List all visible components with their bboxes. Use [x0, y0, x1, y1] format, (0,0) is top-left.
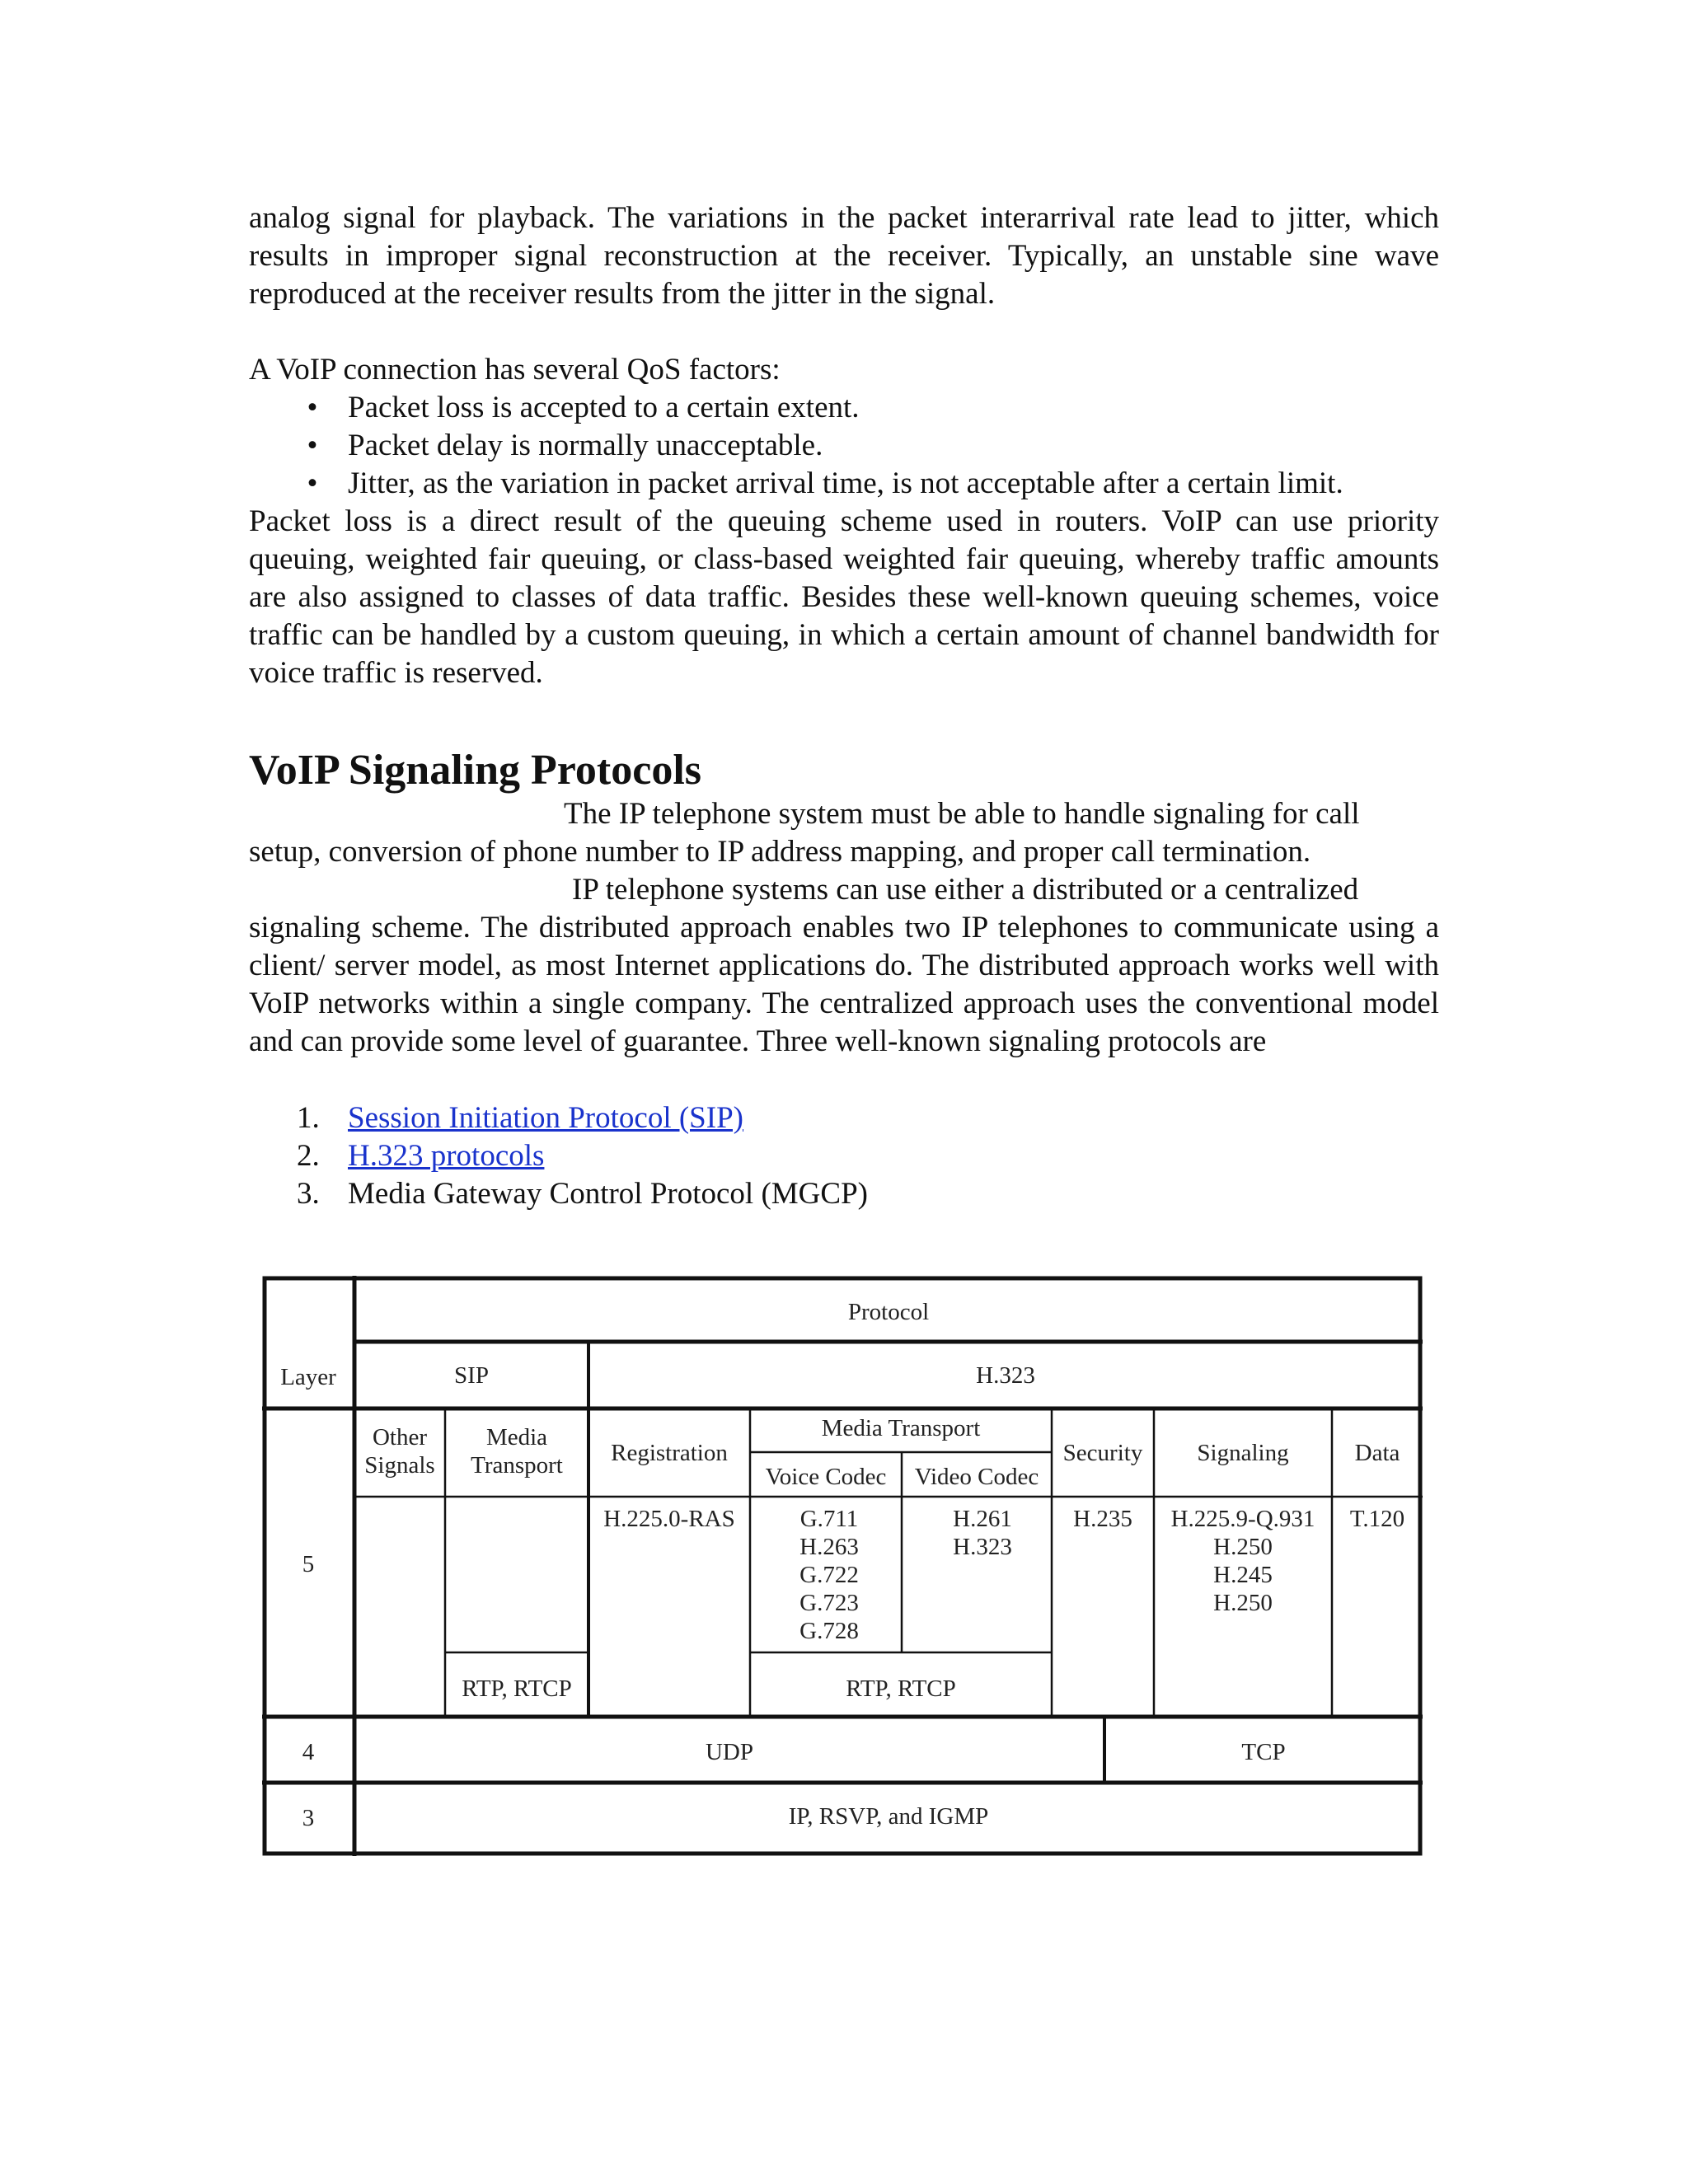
list-item [249, 1099, 868, 1137]
list-item [249, 427, 1439, 465]
layer-header: Layer [280, 1364, 336, 1390]
list-item [249, 389, 1439, 427]
ip-layer-cell: IP, RSVP, and IGMP [788, 1803, 989, 1830]
voice-codec-value: G.711 [799, 1506, 859, 1532]
protocol-stack-table [262, 1276, 1423, 1856]
list-item [249, 465, 1439, 503]
data-value: T.120 [1349, 1506, 1405, 1532]
sip-link[interactable]: Session Initiation Protocol (SIP) [348, 1101, 743, 1135]
list-number: 3. [297, 1177, 320, 1211]
layer-5-label: 5 [302, 1551, 315, 1577]
tcp-cell: TCP [1241, 1739, 1286, 1765]
udp-cell: UDP [705, 1739, 754, 1765]
signaling-value: H.225.9-Q.931 [1170, 1506, 1315, 1532]
video-codec-value: H.261 [953, 1506, 1012, 1532]
signaling-intro-line1: The IP telephone system must be able to handle signaling for call [564, 797, 1360, 831]
other-signals-header: Signals [364, 1452, 435, 1479]
registration-value: H.225.0-RAS [603, 1506, 735, 1532]
registration-header: Registration [611, 1440, 728, 1466]
layer-4-label: 4 [302, 1739, 315, 1765]
list-number: 1. [297, 1101, 320, 1135]
video-codec-value: H.323 [953, 1534, 1012, 1560]
list-item-text: Packet loss is accepted to a certain extent. [348, 391, 860, 424]
signaling-header: Signaling [1197, 1440, 1289, 1466]
signaling-value: H.250 [1213, 1534, 1273, 1560]
h323-link[interactable]: H.323 protocols [348, 1139, 545, 1173]
layer-3-label: 3 [302, 1805, 315, 1831]
voice-codec-value: G.728 [799, 1618, 859, 1644]
list-item-text: Packet delay is normally unacceptable. [348, 429, 823, 462]
rtp-rtcp-h323: RTP, RTCP [846, 1675, 956, 1702]
list-item-text: Jitter, as the variation in packet arrival time, is not acceptable after a certain limit. [348, 466, 1343, 500]
qos-factor-list [249, 389, 1439, 503]
bullet-icon: • [307, 429, 318, 462]
voice-codec-value: G.722 [799, 1562, 859, 1588]
signaling-intro-line2: setup, conversion of phone number to IP address mapping, and proper call termination. [249, 835, 1311, 869]
h323-header: H.323 [976, 1362, 1035, 1389]
voice-codec-value: G.723 [799, 1590, 859, 1616]
paragraph-queuing: Packet loss is a direct result of the queuing scheme used in routers. VoIP can use priority queuing, weighted fair queuing, or class-based weighted fair queuing, whereby traffic amounts are also assigned to classes of data traffic. Besides these well-known queuing schemes, voice traffic can be handled by a custom queuing, in which a certain amount of channel bandwidth for voice traffic is reserved. [249, 504, 1439, 690]
voice-codec-header: Voice Codec [765, 1464, 887, 1490]
qos-lead: A VoIP connection has several QoS factors: [249, 353, 781, 387]
security-value: H.235 [1073, 1506, 1132, 1532]
signaling-value: H.250 [1213, 1590, 1273, 1616]
signaling-protocol-list [249, 1099, 868, 1213]
bullet-icon: • [307, 391, 318, 424]
bullet-icon: • [307, 466, 318, 500]
video-codec-header: Video Codec [914, 1464, 1039, 1490]
protocol-header: Protocol [847, 1299, 930, 1325]
mgcp-label: Media Gateway Control Protocol (MGCP) [348, 1177, 868, 1211]
security-header: Security [1062, 1440, 1143, 1466]
signaling-value: H.245 [1213, 1562, 1273, 1588]
voice-codec-value: H.263 [799, 1534, 859, 1560]
signaling-scheme-paragraph: signaling scheme. The distributed approach enables two IP telephones to communicate using a client/ server model, as most Internet applications do. The distributed approach works well with VoIP networks within a single company. The centralized approach uses the conventional model and can provide some level of guarantee. Three well-known signaling protocols are [249, 911, 1439, 1058]
media-transport-sip-header: Transport [471, 1452, 563, 1479]
paragraph-jitter: analog signal for playback. The variations in the packet interarrival rate lead to jitter, which results in improper signal reconstruction at the receiver. Typically, an unstable sine wave reproduced at the receiver results from the jitter in the signal. [249, 201, 1439, 311]
list-number: 2. [297, 1139, 320, 1173]
signaling-scheme-line1: IP telephone systems can use either a distributed or a centralized [572, 873, 1359, 907]
sip-header: SIP [454, 1362, 489, 1389]
section-heading: VoIP Signaling Protocols [249, 747, 701, 794]
list-item [249, 1175, 868, 1213]
data-header: Data [1354, 1440, 1400, 1466]
list-item [249, 1137, 868, 1175]
other-signals-header: Other [372, 1424, 428, 1451]
protocol-table-svg [262, 1276, 1423, 1856]
media-transport-header: Media Transport [821, 1415, 981, 1441]
rtp-rtcp-sip: RTP, RTCP [462, 1675, 572, 1702]
media-transport-sip-header: Media [485, 1424, 548, 1451]
